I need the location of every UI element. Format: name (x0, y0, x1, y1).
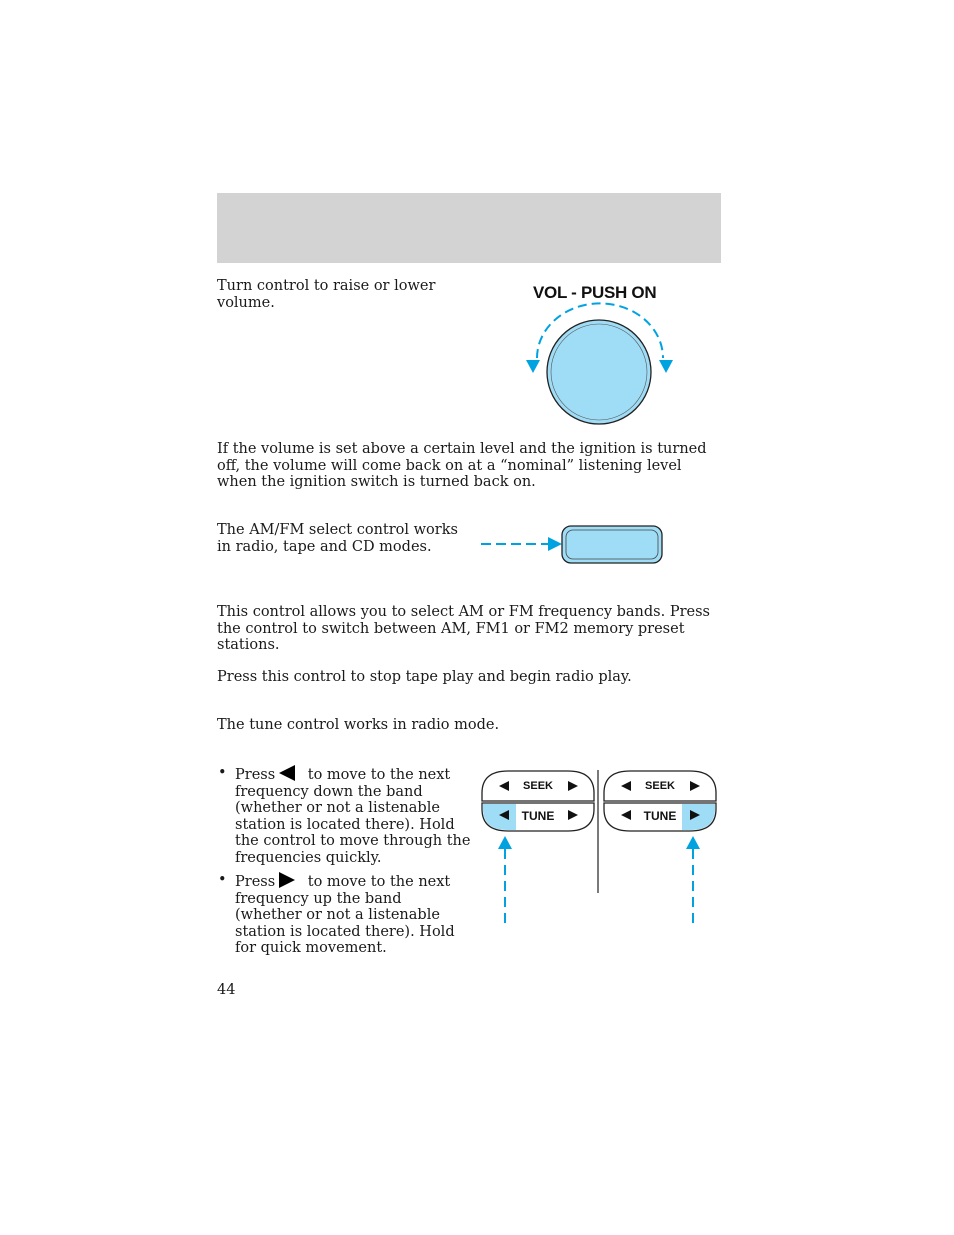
seek-tune-control-left (482, 771, 594, 831)
seek-label: SEEK (523, 780, 553, 792)
list-item: • Press to move to the next frequency down the band (whether or not a listenable station is located there). Hold the control to move through the frequencies quickly. (218, 765, 471, 866)
arrow-right-icon (548, 537, 562, 551)
tune-up-arrow-icon (279, 872, 295, 888)
tune-intro: The tune control works in radio mode. (217, 717, 500, 733)
stop-tape-note: Press this control to stop tape play and begin radio play. (217, 669, 632, 685)
arrow-down-left-icon (526, 360, 540, 373)
amfm-button-diagram (478, 522, 668, 568)
band-select-note: This control allows you to select AM or FM frequency bands. Press the control to switch between AM, FM1 or FM2 memory preset stations. (217, 604, 710, 653)
section-header-bar (217, 193, 721, 263)
tune-down-arrow-icon (279, 765, 295, 781)
vol-push-on-label: VOL - PUSH ON (533, 283, 657, 302)
nominal-level-note: If the volume is set above a certain level and the ignition is turned off, the volume will come back on at a “nominal” listening level when the ignition switch is turned back on. (217, 441, 707, 490)
arrow-up-icon (498, 836, 512, 849)
seek-tune-diagram (478, 765, 723, 930)
arrow-up-icon (686, 836, 700, 849)
seek-label: SEEK (645, 780, 675, 792)
seek-tune-control-right (604, 771, 716, 831)
list-item: • Press to move to the next frequency up the band (whether or not a listenable station is located there). Hold for quick movement. (218, 872, 455, 956)
arrow-down-right-icon (659, 360, 673, 373)
volume-description: Turn control to raise or lower volume. (217, 278, 436, 311)
tune-instructions-list (217, 765, 472, 963)
tune-label: TUNE (643, 809, 677, 823)
volume-knob[interactable] (547, 320, 651, 424)
amfm-button[interactable] (562, 526, 662, 563)
amfm-description: The AM/FM select control works in radio, tape and CD modes. (217, 522, 458, 555)
volume-knob-diagram (520, 300, 680, 430)
page-number: 44 (217, 982, 236, 998)
tune-down-highlight (483, 804, 516, 830)
tune-label: TUNE (521, 809, 555, 823)
tune-up-highlight (682, 804, 715, 830)
